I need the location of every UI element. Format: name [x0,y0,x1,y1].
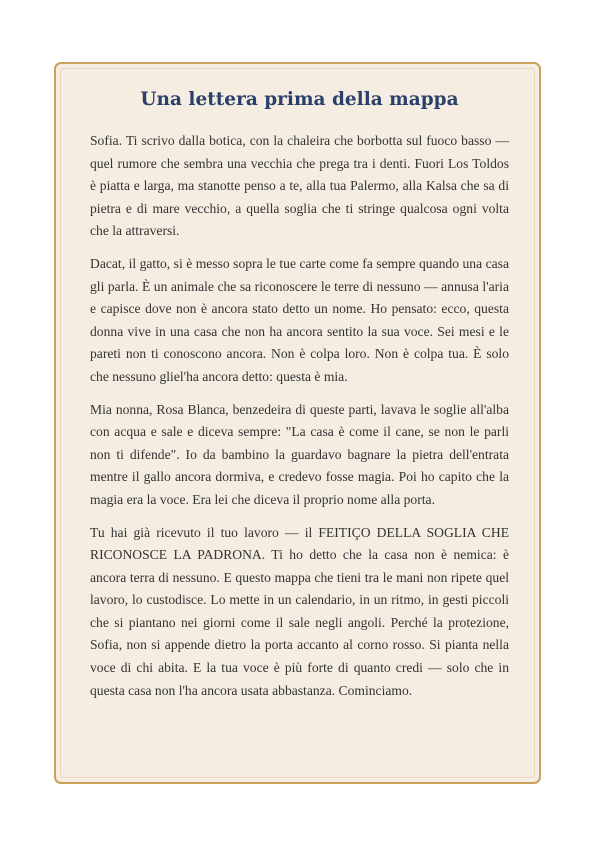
letter-card [54,62,541,784]
letter-paragraph-3: Mia nonna, Rosa Blanca, benzedeira di queste parti, lavava le soglie all'alba con acqua e sale e diceva sempre: "La casa è come il cane, se non le parli non ti difende". Io da bambino la guardavo bagnare la pietra dell'entrata mentre il gallo ancora dormiva, e credevo fosse magia. Poi ho capito che la magia era la voce. Era lei che diceva il proprio nome alla porta. [90,401,509,507]
letter-content [90,88,509,712]
letter-title: Una lettera prima della mappa [140,89,459,110]
letter-paragraph-2: Dacat, il gatto, si è messo sopra le tue carte come fa sempre quando una casa gli parla. È un animale che sa riconoscere le terre di nessuno — annusa l'aria e capisce dove non è ancora stato detto un nome. Ho pensato: ecco, questa donna vive in una casa che non ha ancora sentito la sua voce. Sei mesi e le pareti non ti conoscono ancora. Non è colpa loro. Non è colpa tua. È solo che nessuno gliel'ha ancora detto: questa è mia. [90,255,509,384]
letter-paragraph-4: Tu hai già ricevuto il tuo lavoro — il FEITIÇO DELLA SOGLIA CHE RICONOSCE LA PADRONA. Ti ho detto che la casa non è nemica: è ancora terra di nessuno. E questo mappa che tieni tra le mani non ripete quel lavoro, lo custodisce. Lo mette in un calendario, in un ritmo, in gesti piccoli che si piantano nei giorni come il sale negli angoli. Perché la protezione, Sofia, non si appende dietro la porta accanto al corno rosso. Si pianta nella voce di chi abita. E la tua voce è più forte di quanto credi — solo che in questa casa non l'ha ancora usata abbastanza. Cominciamo. [90,524,509,698]
letter-paragraph-1: Sofia. Ti scrivo dalla botica, con la chaleira che borbotta sul fuoco basso — quel rumore che sembra una vecchia che prega tra i denti. Fuori Los Toldos è piatta e larga, ma stanotte penso a te, alla tua Palermo, alla Kalsa che sa di pietra e di mare vecchio, a quella soglia che ti stringe qualcosa ogni volta che la attraversi. [90,133,509,239]
